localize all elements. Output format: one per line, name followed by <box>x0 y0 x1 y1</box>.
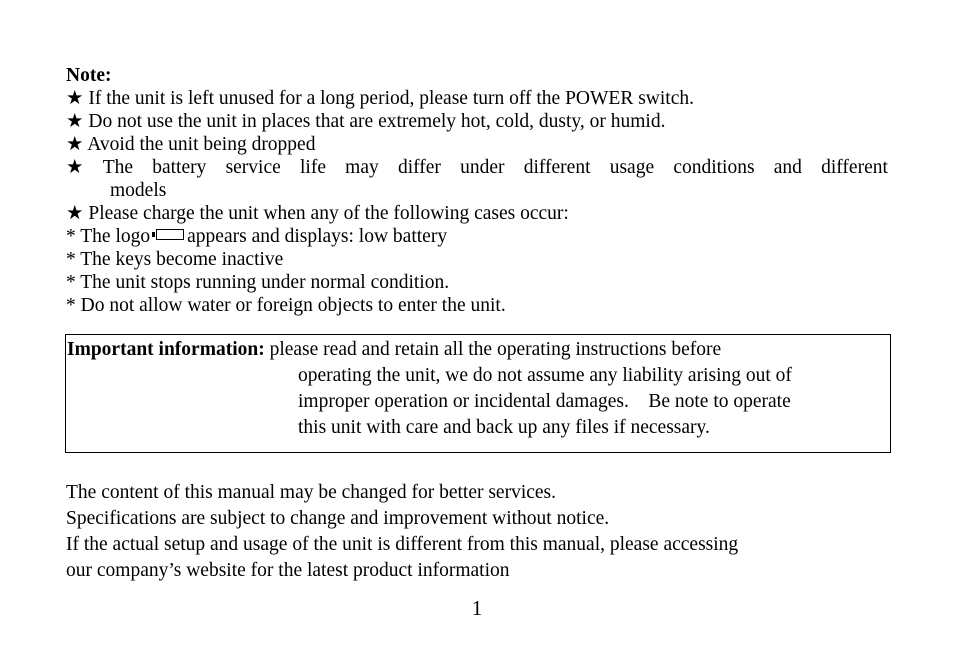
case-item: * The unit stops running under normal condition. <box>66 272 450 293</box>
disclaimer-line: If the actual setup and usage of the unit is different from this manual, please accessing <box>66 534 739 555</box>
case-item: * Do not allow water or foreign objects to enter the unit. <box>66 295 506 316</box>
word: may <box>345 157 379 178</box>
disclaimer-section <box>66 480 738 584</box>
important-label: Important information: <box>67 339 265 360</box>
word: ★ <box>66 157 84 178</box>
important-text: this unit with care and back up any files if necessary. <box>298 417 710 438</box>
note-item-battery-life <box>66 156 888 179</box>
important-text: improper operation or incidental damages. Be note to operate <box>298 391 791 412</box>
case-item-logo <box>66 225 888 248</box>
word: different <box>821 157 888 178</box>
word: different <box>523 157 591 178</box>
word: The <box>102 157 134 178</box>
word: differ <box>397 157 441 178</box>
word: life <box>299 157 326 178</box>
word: usage <box>609 157 655 178</box>
note-section <box>66 64 888 317</box>
note-item: ★ Avoid the unit being dropped <box>66 134 316 155</box>
word: conditions <box>673 157 755 178</box>
disclaimer-line: The content of this manual may be changed for better services. <box>66 482 557 503</box>
word: and <box>773 157 802 178</box>
word: battery <box>152 157 207 178</box>
note-title: Note: <box>66 65 112 86</box>
logo-text-post: appears and displays: low battery <box>187 226 448 247</box>
logo-text-pre: * The logo <box>66 226 151 247</box>
disclaimer-line: Specifications are subject to change and improvement without notice. <box>66 508 610 529</box>
page-number: 1 <box>471 596 483 620</box>
word: service <box>225 157 281 178</box>
note-item: ★ Do not use the unit in places that are extremely hot, cold, dusty, or humid. <box>66 111 666 132</box>
battery-low-icon <box>156 229 184 240</box>
important-first-line <box>67 337 721 363</box>
case-item: * The keys become inactive <box>66 249 284 270</box>
important-text: operating the unit, we do not assume any liability arising out of <box>298 365 792 386</box>
word: under <box>460 157 505 178</box>
note-item: ★ If the unit is left unused for a long period, please turn off the POWER switch. <box>66 88 694 109</box>
important-text: please read and retain all the operating instructions before <box>269 339 722 360</box>
important-info-box <box>65 334 891 453</box>
note-item-charge: ★ Please charge the unit when any of the following cases occur: <box>66 203 569 224</box>
important-continuation <box>298 363 792 441</box>
disclaimer-line: our company’s website for the latest product information <box>66 560 510 581</box>
note-item-continuation: models <box>110 180 167 201</box>
